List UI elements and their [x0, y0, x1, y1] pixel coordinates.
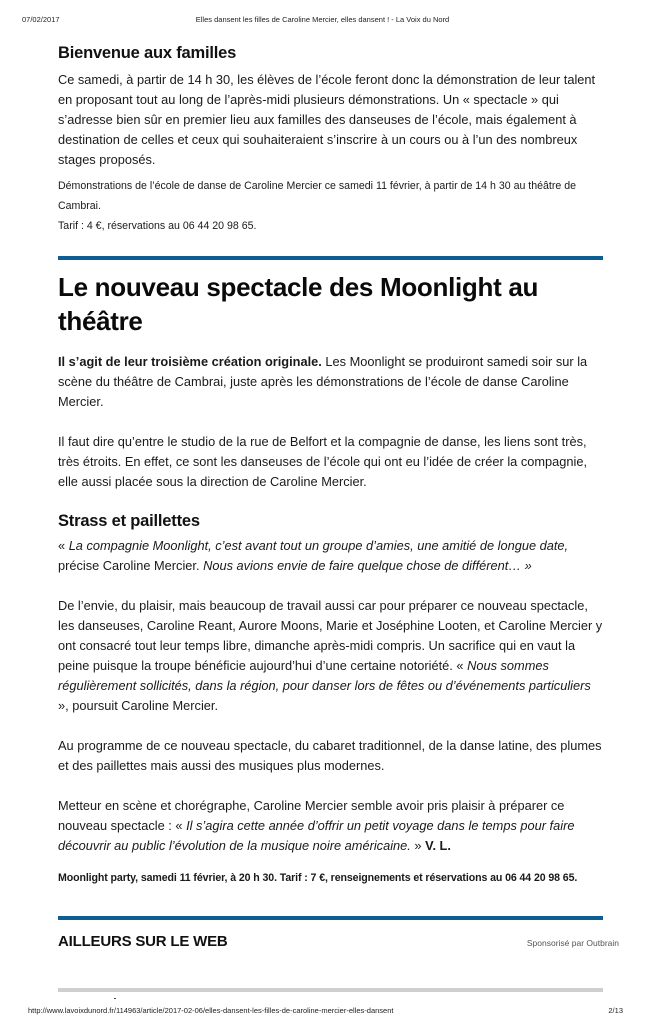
sponsor-link[interactable]: Sponsorisé par Outbrain	[526, 938, 619, 948]
event-info-line: Démonstrations de l’école de danse de Caroline Mercier ce samedi 11 février, à partir de 14 h 30 au théâtre de Cambrai.	[58, 180, 577, 212]
author-signature: V. L.	[425, 838, 451, 853]
text: Metteur en scène et chorégraphe, Caroline Mercier semble avoir pris plaisir à préparer ce nouveau spectacle : «	[58, 798, 565, 833]
stray-mark	[114, 998, 116, 999]
quote-text: Il s’agira cette année d’offrir un petit voyage dans le temps pour faire découvrir au public l’évolution de la musique noire américaine.	[58, 818, 575, 853]
outbrain-header	[58, 932, 619, 952]
print-url: http://www.lavoixdunord.fr/114963/article/2017-02-06/elles-dansent-les-filles-de-caroline-mercier-elles-dansent	[28, 1006, 394, 1015]
event-info	[58, 176, 603, 236]
quote-text: Nous sommes régulièrement sollicités, dans la région, pour danser lors de fêtes ou d’événements particuliers	[58, 658, 591, 693]
intro-paragraph	[58, 352, 603, 412]
print-page-number: 2/13	[608, 1006, 623, 1015]
outbrain-divider	[58, 988, 603, 992]
quote-open: «	[58, 538, 69, 553]
paragraph: Ce samedi, à partir de 14 h 30, les élèves de l’école feront donc la démonstration de leur talent en proposant tout au long de l’après-midi plusieurs démonstrations. Un « spectacle » qui s’adresse bien sûr en premier lieu aux familles des danseuses de l’école, mais également à destination de celles et ceux qui souhaiteraient s’inscrire à un cours ou à l’un des nombreux stages proposés.	[58, 72, 596, 167]
text: De l’envie, du plaisir, mais beaucoup de travail aussi car pour préparer ce nouveau spectacle, les danseuses, Caroline Reant, Aurore Moons, Marie et Joséphine Looten, et Caroline Mercier y ont consacré tout leur temps libre, dimanche après-midi compris. Un sacrifice qui en vaut la peine puisque la troupe bénéficie aujourd’hui d’une certaine notoriété. «	[58, 598, 603, 673]
quote-text: Nous avions envie de faire quelque chose de différent… »	[203, 558, 532, 573]
intro-lead: Il s’agit de leur troisième création originale.	[58, 354, 322, 369]
text: », poursuit Caroline Mercier.	[58, 698, 219, 713]
quote-paragraph	[58, 536, 603, 576]
paragraph	[58, 596, 603, 716]
outbrain-heading: AILLEURS SUR LE WEB	[58, 933, 228, 950]
text: »	[414, 838, 426, 853]
intro-text: Les Moonlight se produiront samedi soir sur la scène du théâtre de Cambrai, juste après les démonstrations de l’école de danse Caroline Mercier.	[58, 354, 588, 409]
section-divider	[58, 916, 603, 920]
print-page-title: Elles dansent les filles de Caroline Mercier, elles dansent ! - La Voix du Nord	[195, 15, 450, 24]
section-divider	[58, 256, 603, 260]
event-price-line: Tarif : 4 €, réservations au 06 44 20 98 65.	[58, 220, 257, 232]
event-info-bold: Moonlight party, samedi 11 février, à 20 h 30. Tarif : 7 €, renseignements et réservations au 06 44 20 98 65.	[58, 872, 578, 884]
subsection-heading: Strass et paillettes	[58, 512, 200, 530]
paragraph: Il faut dire qu’entre le studio de la rue de Belfort et la compagnie de danse, les liens sont très, très étroits. En effet, ce sont les danseuses de l’école qui ont eu l’idée de créer la compagnie, elle aussi placée sous la direction de Caroline Mercier.	[58, 434, 588, 489]
quote-attribution: précise Caroline Mercier.	[58, 558, 204, 573]
article-column	[58, 0, 619, 992]
print-footer	[0, 998, 645, 1028]
paragraph: Au programme de ce nouveau spectacle, du cabaret traditionnel, de la danse latine, des plumes et des paillettes mais aussi des musiques plus modernes.	[58, 738, 602, 773]
section-heading: Bienvenue aux familles	[58, 44, 237, 62]
article-title: Le nouveau spectacle des Moonlight au théâtre	[58, 272, 539, 336]
quote-text: La compagnie Moonlight, c’est avant tout un groupe d’amies, une amitié de longue date,	[68, 538, 569, 553]
print-date: 07/02/2017	[22, 15, 60, 24]
paragraph	[58, 796, 603, 856]
